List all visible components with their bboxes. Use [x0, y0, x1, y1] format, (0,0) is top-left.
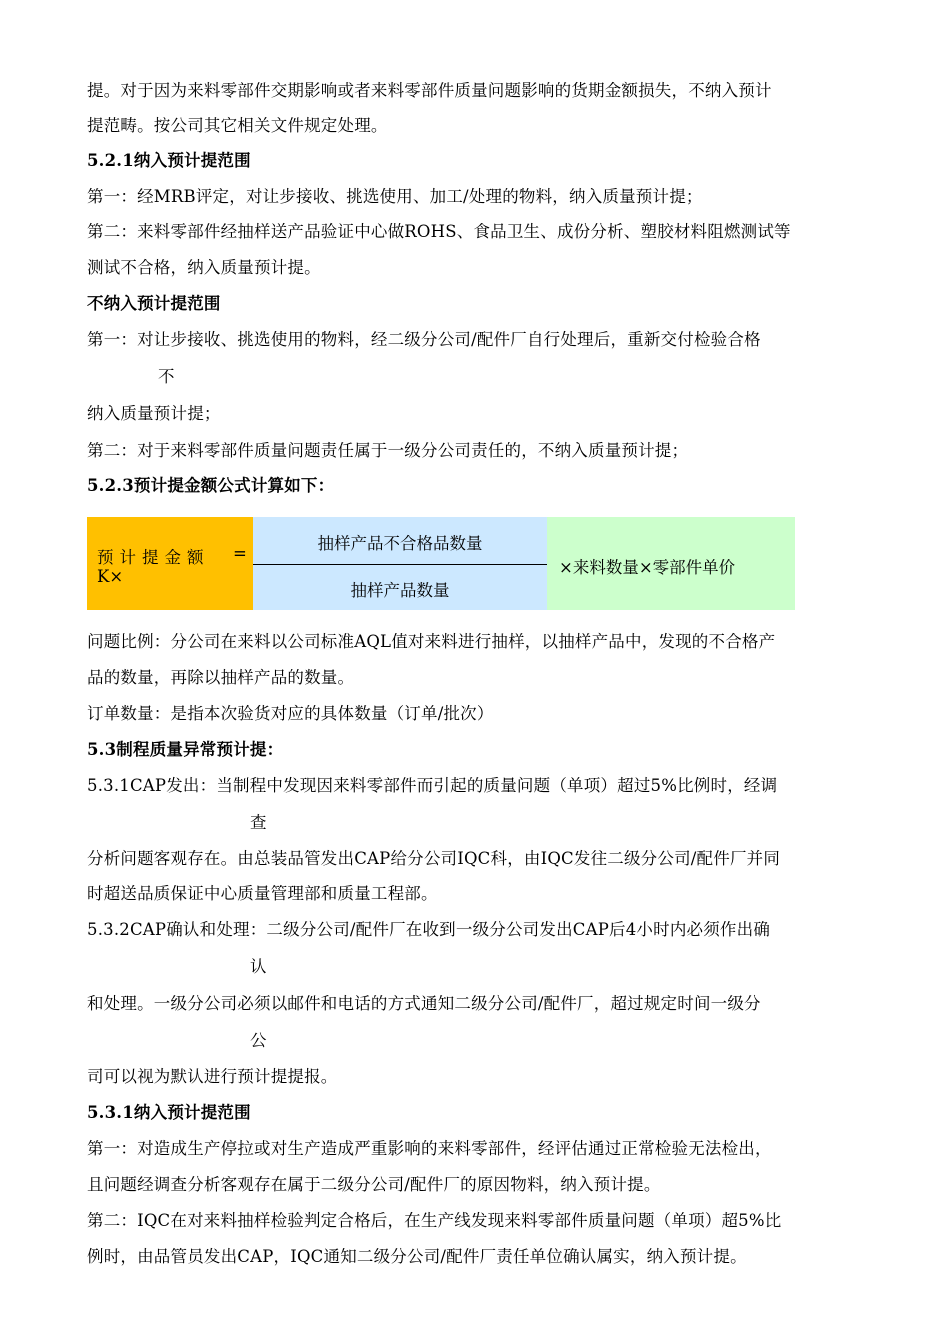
formula-left-label: 预计提金额 — [97, 548, 210, 567]
text-line: 分析问题客观存在。由总装品管发出CAP给分公司IQC科，由IQC发往二级分公司/配件厂并同 — [87, 849, 781, 868]
text-line: 时超送品质保证中心质量管理部和质量工程部。 — [87, 884, 438, 903]
text-line: 司可以视为默认进行预计提提报。 — [87, 1067, 338, 1086]
text-line: 第二：IQC在对来料抽样检验判定合格后，在生产线发现来料零部件质量问题（单项）超5%比 — [87, 1211, 782, 1230]
formula-box — [87, 517, 795, 610]
text-line: 提范畴。按公司其它相关文件规定处理。 — [87, 116, 388, 135]
text-line: 查 — [250, 813, 267, 832]
text-line: 品的数量，再除以抽样产品的数量。 — [87, 668, 355, 687]
text-line: 问题比例：分公司在来料以公司标准AQL值对来料进行抽样，以抽样产品中，发现的不合格产 — [87, 632, 776, 651]
text-line: 纳入质量预计提； — [87, 404, 221, 423]
fraction-bar — [253, 564, 547, 565]
text-line: 订单数量：是指本次验货对应的具体数量（订单/批次） — [87, 704, 494, 723]
text-line: 5.3.1CAP发出：当制程中发现因来料零部件而引起的质量问题（单项）超过5%比例时，经调 — [87, 776, 778, 795]
text-line: 例时，由品管员发出CAP，IQC通知二级分公司/配件厂责任单位确认属实，纳入预计提。 — [87, 1247, 747, 1266]
text-line: 第二：来料零部件经抽样送产品验证中心做ROHS、食品卫生、成份分析、塑胶材料阻燃测试等 — [87, 222, 791, 241]
formula-equals: = — [233, 544, 247, 563]
text-line: 第二：对于来料零部件质量问题责任属于一级分公司责任的，不纳入质量预计提； — [87, 441, 689, 460]
section-heading: 5.2.1纳入预计提范围 — [87, 151, 251, 170]
section-heading: 5.3.1纳入预计提范围 — [87, 1103, 251, 1122]
formula-fraction-cell — [253, 517, 547, 610]
text-line: 5.3.2CAP确认和处理：二级分公司/配件厂在收到一级分公司发出CAP后4小时内必须作出确 — [87, 920, 771, 939]
section-heading: 5.3制程质量异常预计提： — [87, 740, 284, 759]
text-line: 第一：经MRB评定，对让步接收、挑选使用、加工/处理的物料，纳入质量预计提； — [87, 187, 703, 206]
text-line: 认 — [250, 957, 267, 976]
formula-denominator: 抽样产品数量 — [350, 581, 450, 600]
formula-left-cell — [87, 517, 253, 610]
text-line: 且问题经调查分析客观存在属于二级分公司/配件厂的原因物料，纳入预计提。 — [87, 1175, 661, 1194]
text-line: 第一：对让步接收、挑选使用的物料，经二级分公司/配件厂自行处理后，重新交付检验合格 — [87, 330, 761, 349]
text-line: 不 — [158, 367, 175, 386]
formula-tail: ×来料数量×零部件单价 — [559, 558, 736, 577]
text-line: 和处理。一级分公司必须以邮件和电话的方式通知二级分公司/配件厂，超过规定时间一级分 — [87, 994, 761, 1013]
text-line: 公 — [250, 1031, 267, 1050]
formula-right-cell — [547, 517, 795, 610]
formula-numerator: 抽样产品不合格品数量 — [317, 534, 483, 553]
formula-k: K× — [97, 567, 124, 586]
text-line: 第一：对造成生产停拉或对生产造成严重影响的来料零部件，经评估通过正常检验无法检出， — [87, 1139, 772, 1158]
text-line: 提。对于因为来料零部件交期影响或者来料零部件质量问题影响的货期金额损失，不纳入预计 — [87, 81, 772, 100]
section-heading: 5.2.3预计提金额公式计算如下： — [87, 476, 335, 495]
text-line: 测试不合格，纳入质量预计提。 — [87, 258, 321, 277]
section-heading: 不纳入预计提范围 — [87, 294, 221, 313]
